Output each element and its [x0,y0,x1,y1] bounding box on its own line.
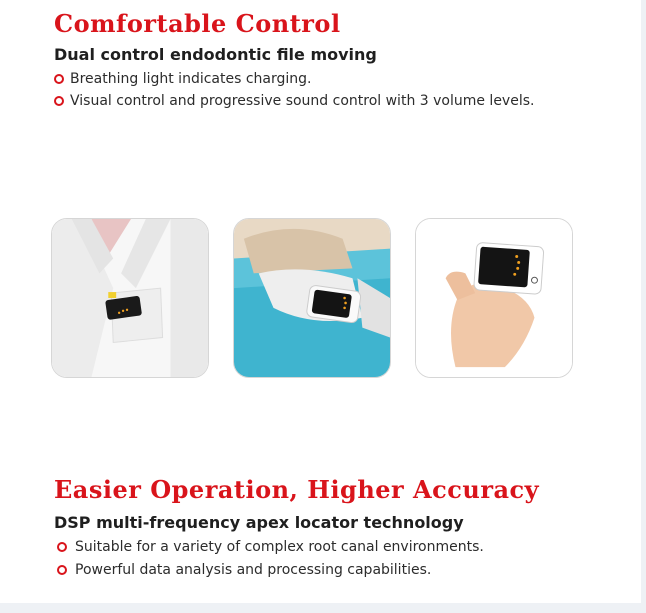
section-title: Easier Operation, Higher Accuracy [54,475,540,504]
list-item [54,559,539,581]
list-item [54,536,539,558]
section-easier-operation [54,474,539,582]
feature-list [54,68,534,112]
bullet-circle-icon [57,565,67,575]
bullet-circle-icon [54,74,64,84]
list-item-text: Powerful data analysis and processing capabilities. [75,562,432,578]
list-item-text: Suitable for a variety of complex root canal environments. [75,539,484,555]
list-item-text: Visual control and progressive sound control with 3 volume levels. [70,93,535,109]
list-item [54,68,534,90]
device-held-in-hand-photo [415,218,573,378]
section-comfortable-control [54,8,534,112]
photo-gallery [51,218,573,378]
bullet-circle-icon [57,542,67,552]
device-on-patient-wrist-photo [233,218,391,378]
feature-list [54,536,539,581]
section-subtitle: DSP multi-frequency apex locator technology [54,513,464,532]
section-title: Comfortable Control [54,9,341,38]
device-clipped-on-coat-pocket-photo [51,218,209,378]
bullet-circle-icon [54,96,64,106]
list-item [54,90,534,112]
section-subtitle: Dual control endodontic file moving [54,45,377,64]
list-item-text: Breathing light indicates charging. [70,71,312,87]
